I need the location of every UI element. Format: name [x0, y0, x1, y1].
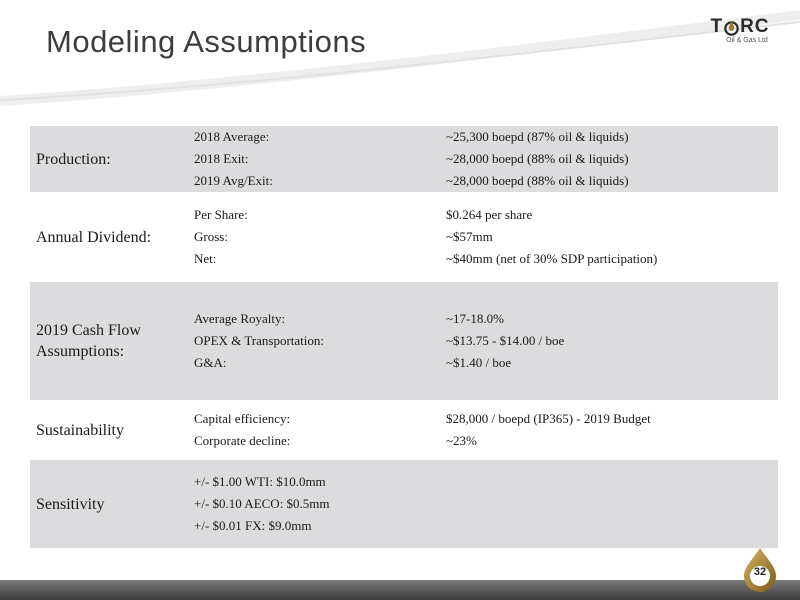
- row-label: +/- $0.10 AECO: $0.5mm: [194, 496, 330, 511]
- table-row: [194, 330, 776, 352]
- section-sustainability: [30, 400, 778, 460]
- row-value: ~$13.75 - $14.00 / boe: [446, 333, 565, 348]
- oil-drop-icon: [724, 18, 739, 36]
- table-row: [194, 170, 776, 192]
- row-value: $0.264 per share: [446, 207, 533, 222]
- section-cash-flow-assumptions: [30, 282, 778, 400]
- row-label: 2018 Exit:: [194, 151, 249, 166]
- row-label: 2019 Avg/Exit:: [194, 173, 273, 188]
- row-value: ~25,300 boepd (87% oil & liquids): [446, 129, 629, 144]
- row-label: Capital efficiency:: [194, 411, 291, 426]
- table-row: [194, 352, 776, 374]
- table-row: [194, 430, 776, 452]
- row-label: 2018 Average:: [194, 129, 270, 144]
- section-category: Sensitivity: [36, 495, 105, 513]
- row-value: ~28,000 boepd (88% oil & liquids): [446, 151, 629, 166]
- row-value: ~17-18.0%: [446, 311, 504, 326]
- table-row: [194, 308, 776, 330]
- row-label: Corporate decline:: [194, 433, 291, 448]
- row-label: Per Share:: [194, 207, 248, 222]
- section-category: Production:: [36, 150, 111, 168]
- row-label: Gross:: [194, 229, 228, 244]
- assumptions-table: [30, 126, 778, 548]
- footer-bar: [0, 580, 800, 600]
- table-row: [194, 471, 776, 493]
- page-number-badge: [739, 547, 781, 593]
- company-logo: [700, 16, 780, 56]
- table-row: [194, 226, 776, 248]
- logo-tagline: Oil & Gas Ltd: [726, 37, 768, 44]
- logo-letter-left: T: [710, 16, 724, 37]
- page-number: 32: [753, 566, 767, 578]
- row-label: +/- $1.00 WTI: $10.0mm: [194, 474, 326, 489]
- row-label: OPEX & Transportation:: [194, 333, 325, 348]
- section-production: [30, 126, 778, 192]
- table-row: [194, 248, 776, 270]
- table-row: [194, 126, 776, 148]
- section-sensitivity: [30, 460, 778, 548]
- row-value: ~28,000 boepd (88% oil & liquids): [446, 173, 629, 188]
- row-label: Net:: [194, 251, 217, 266]
- section-category: 2019 Cash Flow Assumptions:: [36, 322, 141, 360]
- row-value: ~$57mm: [446, 229, 493, 244]
- table-row: [194, 408, 776, 430]
- row-value: ~23%: [446, 433, 477, 448]
- page-title: Modeling Assumptions: [46, 24, 367, 59]
- table-row: [194, 204, 776, 226]
- section-category: Annual Dividend:: [36, 228, 152, 246]
- row-label: +/- $0.01 FX: $9.0mm: [194, 518, 312, 533]
- row-label: G&A:: [194, 355, 227, 370]
- section-category: Sustainability: [36, 421, 124, 439]
- row-value: ~$1.40 / boe: [446, 355, 512, 370]
- row-value: $28,000 / boepd (IP365) - 2019 Budget: [446, 411, 651, 426]
- table-row: [194, 148, 776, 170]
- section-annual-dividend: [30, 192, 778, 282]
- row-value: ~$40mm (net of 30% SDP participation): [446, 251, 658, 266]
- logo-letters-right: RC: [740, 16, 770, 37]
- table-row: [194, 515, 776, 537]
- table-row: [194, 493, 776, 515]
- row-label: Average Royalty:: [194, 311, 286, 326]
